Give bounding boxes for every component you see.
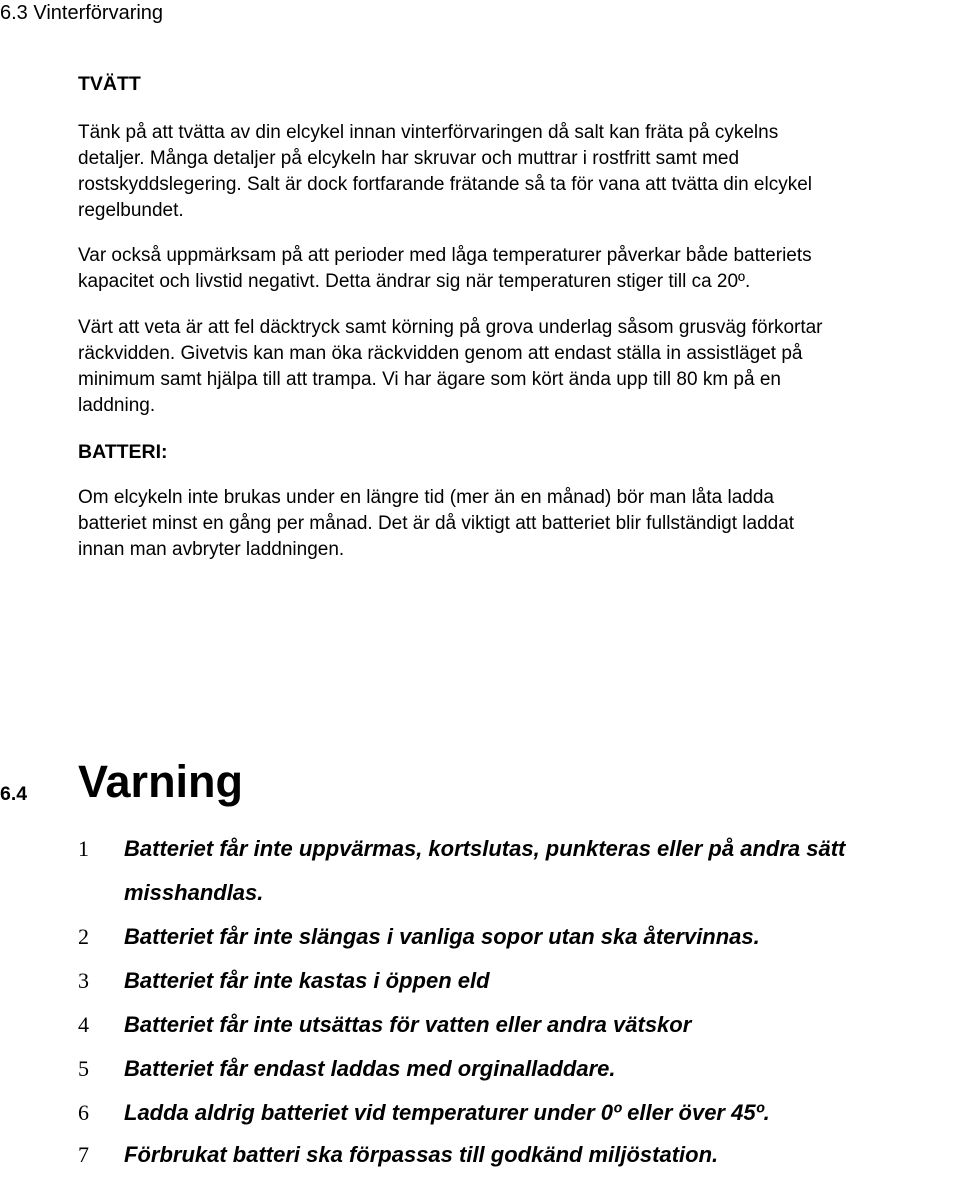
warning-number: 6 [78,1100,89,1125]
warning-item [0,1140,960,1180]
paragraph-line: laddning. [78,395,156,416]
warning-number: 4 [78,1012,89,1037]
paragraph-batteri [78,485,938,563]
warning-text: Ladda aldrig batteriet vid temperaturer under 0º eller över 45º. [124,1100,770,1125]
paragraph-line: kapacitet och livstid negativt. Detta ändrar sig när temperaturen stiger till ca 20º. [78,271,751,292]
paragraph-range [78,315,938,419]
warning-item [0,922,960,962]
warning-item [0,834,960,874]
paragraph-temperature [78,243,938,295]
warning-item [0,966,960,1006]
warning-item [0,1010,960,1050]
warning-text: Batteriet får inte utsättas för vatten eller andra vätskor [124,1012,692,1037]
page-heading: 6.3 Vinterförvaring [0,2,164,24]
paragraph-line: rostskyddslegering. Salt är dock fortfarande frätande så ta för vana att tvätta din elcykel [78,174,813,195]
tvatt-heading: TVÄTT [78,73,141,95]
paragraph-line: Tänk på att tvätta av din elcykel innan vinterförvaringen då salt kan fräta på cykelns [78,122,779,143]
paragraph-line: detaljer. Många detaljer på elcykeln har skruvar och muttrar i rostfritt samt med [78,148,740,169]
warning-item [0,1098,960,1138]
warning-item-continuation: misshandlas. [124,880,264,905]
section-number: 6.4 [0,783,28,805]
batteri-heading: BATTERI: [78,441,168,463]
section-title: Varning [78,756,244,807]
warning-text: Batteriet får inte kastas i öppen eld [124,968,490,993]
warning-number: 1 [78,836,89,861]
paragraph-line: batteriet minst en gång per månad. Det är då viktigt att batteriet blir fullständigt laddat [78,513,795,534]
paragraph-line: Var också uppmärksam på att perioder med låga temperaturer påverkar både batteriets [78,245,812,266]
warning-text: Batteriet får endast laddas med orginalladdare. [124,1056,616,1081]
warning-number: 2 [78,924,89,949]
warning-text: Batteriet får inte uppvärmas, kortslutas, punkteras eller på andra sätt [124,836,846,861]
warning-number: 7 [78,1142,89,1167]
paragraph-line: regelbundet. [78,200,184,221]
paragraph-line: Om elcykeln inte brukas under en längre tid (mer än en månad) bör man låta ladda [78,487,774,508]
paragraph-line: minimum samt hjälpa till att trampa. Vi har ägare som kört ända upp till 80 km på en [78,369,781,390]
paragraph-line: innan man avbryter laddningen. [78,539,345,560]
paragraph-line: Värt att veta är att fel däcktryck samt körning på grova underlag såsom grusväg förkortar [78,317,823,338]
paragraph-tvatt [78,120,938,224]
warning-item [0,1054,960,1094]
warning-text: Förbrukat batteri ska förpassas till godkänd miljöstation. [124,1142,719,1167]
warning-number: 5 [78,1056,89,1081]
warning-text: Batteriet får inte slängas i vanliga sopor utan ska återvinnas. [124,924,760,949]
warning-number: 3 [78,968,89,993]
paragraph-line: räckvidden. Givetvis kan man öka räckvidden genom att endast ställa in assistläget på [78,343,803,364]
